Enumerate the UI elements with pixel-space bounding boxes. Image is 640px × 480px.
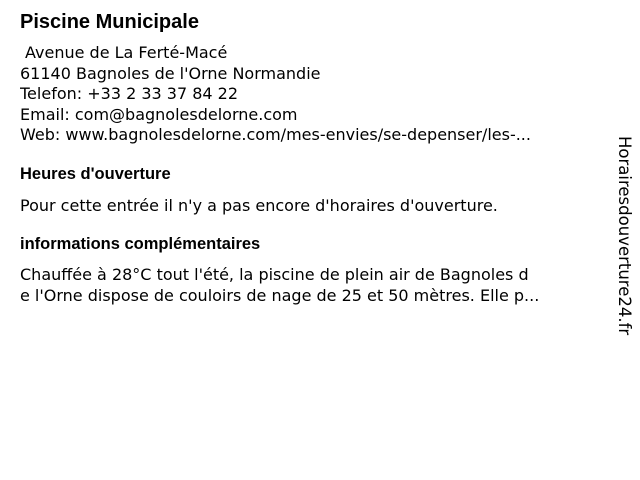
additional-info-heading: informations complémentaires: [20, 235, 261, 253]
contact-block: [20, 43, 590, 146]
additional-info-text: [20, 264, 590, 306]
watermark-text: Horairesdouverture24.fr: [615, 136, 634, 336]
opening-hours-text: [20, 195, 590, 216]
phone-number: Telefon: +33 2 33 37 84 22: [20, 84, 239, 103]
email-address: Email: com@bagnolesdelorne.com: [20, 104, 298, 124]
site-watermark: [611, 136, 635, 376]
website-url: Web: www.bagnolesdelorne.com/mes-envies/se-depenser/les-...: [20, 125, 531, 144]
opening-hours-message: Pour cette entrée il n'y a pas encore d'horaires d'ouverture.: [20, 196, 498, 215]
additional-info-line-1: Chauffée à 28°C tout l'été, la piscine de plein air de Bagnoles d: [20, 265, 529, 284]
business-name: Piscine Municipale: [20, 11, 199, 33]
opening-hours-heading: Heures d'ouverture: [20, 165, 171, 183]
additional-info-line-2: e l'Orne dispose de couloirs de nage de 25 et 50 mètres. Elle p...: [20, 286, 540, 305]
street-address: Avenue de La Ferté-Macé: [25, 43, 228, 62]
city-region: 61140 Bagnoles de l'Orne Normandie: [20, 63, 321, 83]
